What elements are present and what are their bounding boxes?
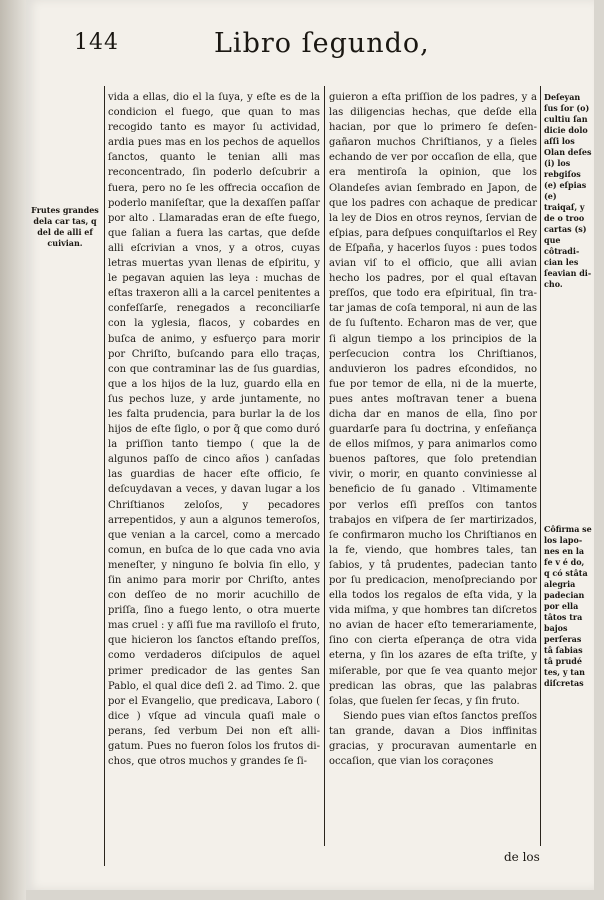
left-column-text: vida a ellas, dio el la ſuya, y eſte es de la condicion el fuego, que quan to mas recogido tanto es mayor ſu actividad, ardia pues mas en los pechos de aquellos ſanctos, quanto le tenian alli mas reconcentrado, ſin poderlo deſcubrir a fuera, pero no ſe les offrecia occaſion de poderlo maniſeſtar, que la dexaſſen paſſar por alto . Llamaradas eran de eſte fuego, que ſalian a fuera las cartas, que deſde alli eſcrivian a vnos, y a otros, cuyas letras muertas yvan llenas de eſpiritu, y le pegavan aquien las leya : muchas de eſtas traxeron alli a la carcel penitentes a confeſſarſe, renegados a reconciliarſe con la yglesia, flacos, y cobardes en buſca de animo, y esfuerço para morir por Chriſto, buſcando para ello traças, con que contraminar las de ſus guardias, que a los hijos de la luz, guardo ella en ſus pechos luze, y arde juntamente, no les falta prudencia, para burlar la de los hijos de eſte ſiglo, o por q̃ que como duró la priſſion tanto tiempo ( que la de algunos paſſo de cinco años ) canſadas las guardias de hacer eſte officio, ſe deſcuydavan a veces, y davan lugar a los Chriſtianos zeloſos, y pecadores arrepentidos, y aun a algunos temeroſos, que venian a la carcel, como a mercado comun, en buſca de lo que cada vno avia meneſter, y ninguno ſe bolvia ſin ello, y ſin animo para morir por Chriſto, antes con deſſeo de no morir acuchillo de priſſa, ſino a fuego lento, o otra muerte mas cruel : y aſſi fue ma ravilloſo el fruto, que hicieron los ſanctos eſtando preſſos, como verdaderos diſcipulos de aquel primer predicador de las gentes San Pablo, el qual dice deſi 2. ad Timo. 2. que por el Evangelio, que predicava, Laboro ( dice ) vſque ad vincula quaſi male o perans, ſed verbum Dei non eſt alligatum. Pues no fueron ſolos los frutos dichos, que otros muchos y grandes ſe ſi- (108, 92, 320, 768)
margin-note-right-bottom: Côfirma se los lapones en la fe v é do, q có stâta alegria padecian por ella tâtos tra bajos perſeras tâ ſabias tâ prudé tes, y tan diſcretas (544, 524, 592, 688)
book-page (26, 0, 594, 890)
page-header (26, 28, 594, 68)
page-number: 144 (74, 30, 119, 55)
text-column-right (329, 90, 537, 769)
right-column-paragraph-2: Siendo pues vian eſtos ſanctos preſſos tan grande, davan a Dios inffinitas gracias, y procuravan aumentarle en occaſion, que vian los coraçones (329, 710, 537, 768)
margin-note-right-top: Deſeyan ſus ſor (o) cultiu ſan dicie dolo aſſi los Olan deſes (i) los rebgiſos (e) eſpias (e) traiqaſ, y de o troo cartas (s) que côtradician les ſeavian dicho. (544, 92, 592, 289)
left-column-rule (104, 86, 105, 866)
right-column-rule (540, 86, 541, 846)
catchword: de los (504, 850, 540, 864)
text-column-left (108, 90, 320, 769)
margin-note-left: Frutes grandes dela car tas, q del de alli ef cuivian. (31, 205, 99, 248)
right-column-text: guieron a eſta priſſion de los padres, y a las diligencias hechas, que deſde ella hacian, por que lo primero ſe deſengañaron muchos Chriſtianos, y a ſieles echando de ver por occaſion de ella, que era mentiroſa la opinion, que los Olandeſes avian ſembrado en Japon, de que los padres con achaque de predicar la ley de Dios en otros reynos, ſervian de eſpias, para deſpues conquiſtarlos el Rey de Eſpaña, y hacerlos ſuyos : pues todos avian viſ to el officio, que alli avian hecho los padres, por el qual eſtavan preſſos, que todo era eſpiritual, ſin tratar jamas de coſa temporal, ni aun de las de ſu ſuſtento. Echaron mas de ver, que ſi algun tiempo a los principios de la perſecucion contra los Chriſtianos, anduvieron los padres eſcondidos, no fue por temor de ella, ni de la muerte, pues antes moſtravan tener a buena dicha dar en manos de ella, ſino por guardarſe para ſu doctrina, y enſeñança de ellos miſmos, y para animarlos como buenos paſtores, que ſolo pretendian vivir, o morir, en quanto conviniesse al beneficio de ſu ganado . Vltimamente por verlos eſſi preſſos con tantos trabajos en viſpera de ſer martirizados, ſe confirmaron mucho los Chriſtianos en la fe, viendo, que hombres tales, tan ſabios, y tâ prudentes, padecian tanto por ſu predicacion, menoſpreciando por ella todos los regalos de eſta vida, y la vida miſma, y que hombres tan diſcretos no avian de hacer eſto temerariamente, ſino con cierta eſperança de otra vida eterna, y ſin los azares de eſta triſte, y miſerable, por que ſe vea quanto mejor predican las obras, que las palabras ſolas, que ſuelen ſer ſecas, y ſin fruto. (329, 92, 537, 707)
running-head: Libro ſegundo, (214, 28, 430, 59)
center-column-rule (324, 86, 325, 846)
book-binding (0, 0, 26, 900)
